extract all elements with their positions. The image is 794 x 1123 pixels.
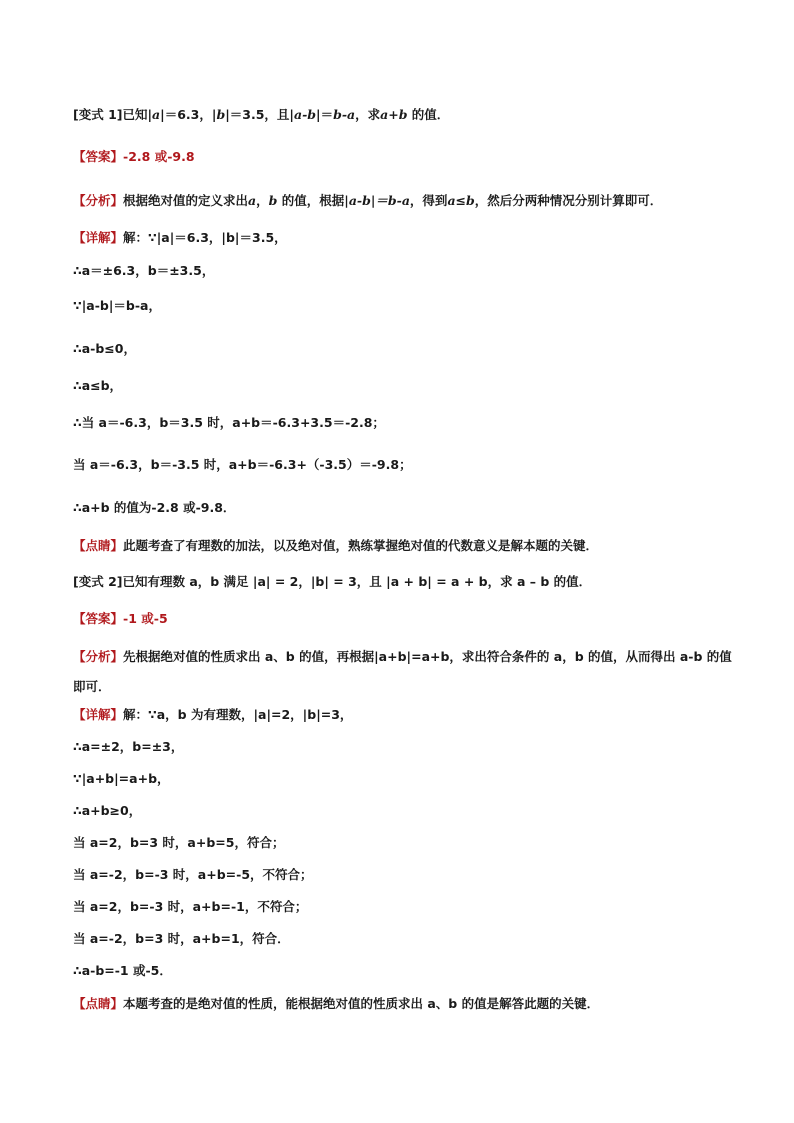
solution-step: ∴a-b≤0， [73, 341, 136, 356]
analysis-tag: 【分析】 [73, 649, 124, 664]
solution-step: ∴a+b 的值为-2.8 或-9.8． [73, 500, 236, 515]
variant1-detail: 【详解】解：∵|a|＝6.3，|b|＝3.5， [73, 230, 287, 245]
variant2-answer [73, 610, 734, 628]
solution-step: ∴a-b=-1 或-5． [73, 963, 172, 978]
variant2-analysis: 【分析】先根据绝对值的性质求出 a、b 的值，再根据|a+b|=a+b，求出符合条件的 a，b 的值，从而得出 a-b 的值即可． [73, 649, 732, 694]
answer-tag: 【答案】 [73, 149, 124, 164]
variant2-comment: 【点睛】本题考查的是绝对值的性质，能根据绝对值的性质求出 a、b 的值是解答此题的关键． [73, 996, 600, 1011]
solution-step: 当 a=2，b=3 时，a+b=5，符合； [73, 835, 285, 850]
solution-step: ∴a=±2，b=±3， [73, 739, 184, 754]
answer-value: -2.8 或-9.8 [123, 149, 195, 164]
solution-step: ∵|a-b|＝b-a， [73, 298, 161, 313]
solution-step: 当 a=-2，b=3 时，a+b=1，符合． [73, 931, 290, 946]
variant1-question: [变式 1]已知|a|＝6.3，|b|＝3.5，且|a-b|＝b-a，求a+b 的值． [73, 107, 450, 122]
solution-step: ∴a＝±6.3，b＝±3.5， [73, 263, 215, 278]
variant1-comment: 【点睛】此题考查了有理数的加法，以及绝对值，熟练掌握绝对值的代数意义是解本题的关键． [73, 538, 599, 553]
detail-tag: 【详解】 [73, 707, 124, 722]
variant1-analysis: 【分析】根据绝对值的定义求出a，b 的值，根据|a-b|＝b-a，得到a≤b，然后分两种情况分别计算即可． [73, 193, 663, 208]
solution-step: ∴a≤b， [73, 378, 123, 393]
variant2-question: [变式 2]已知有理数 a，b 满足 |a| = 2，|b| = 3，且 |a + b| = a + b，求 a – b 的值． [73, 574, 592, 589]
answer-value: -1 或-5 [123, 611, 168, 626]
solution-step: 当 a=-2，b=-3 时，a+b=-5，不符合； [73, 867, 313, 882]
comment-tag: 【点睛】 [73, 996, 124, 1011]
detail-tag: 【详解】 [73, 230, 124, 245]
solution-step: 当 a=2，b=-3 时，a+b=-1，不符合； [73, 899, 308, 914]
analysis-tag: 【分析】 [73, 193, 124, 208]
variant1-answer [73, 148, 734, 166]
variant2-detail: 【详解】解：∵a，b 为有理数，|a|=2，|b|=3， [73, 707, 353, 722]
solution-step: ∵|a+b|=a+b， [73, 771, 170, 786]
solution-step: ∴a+b≥0， [73, 803, 142, 818]
solution-step: 当 a＝-6.3，b＝-3.5 时，a+b＝-6.3+（-3.5）＝-9.8； [73, 457, 412, 472]
answer-tag: 【答案】 [73, 611, 124, 626]
solution-step: ∴当 a＝-6.3，b＝3.5 时，a+b＝-6.3+3.5＝-2.8； [73, 415, 385, 430]
comment-tag: 【点睛】 [73, 538, 124, 553]
